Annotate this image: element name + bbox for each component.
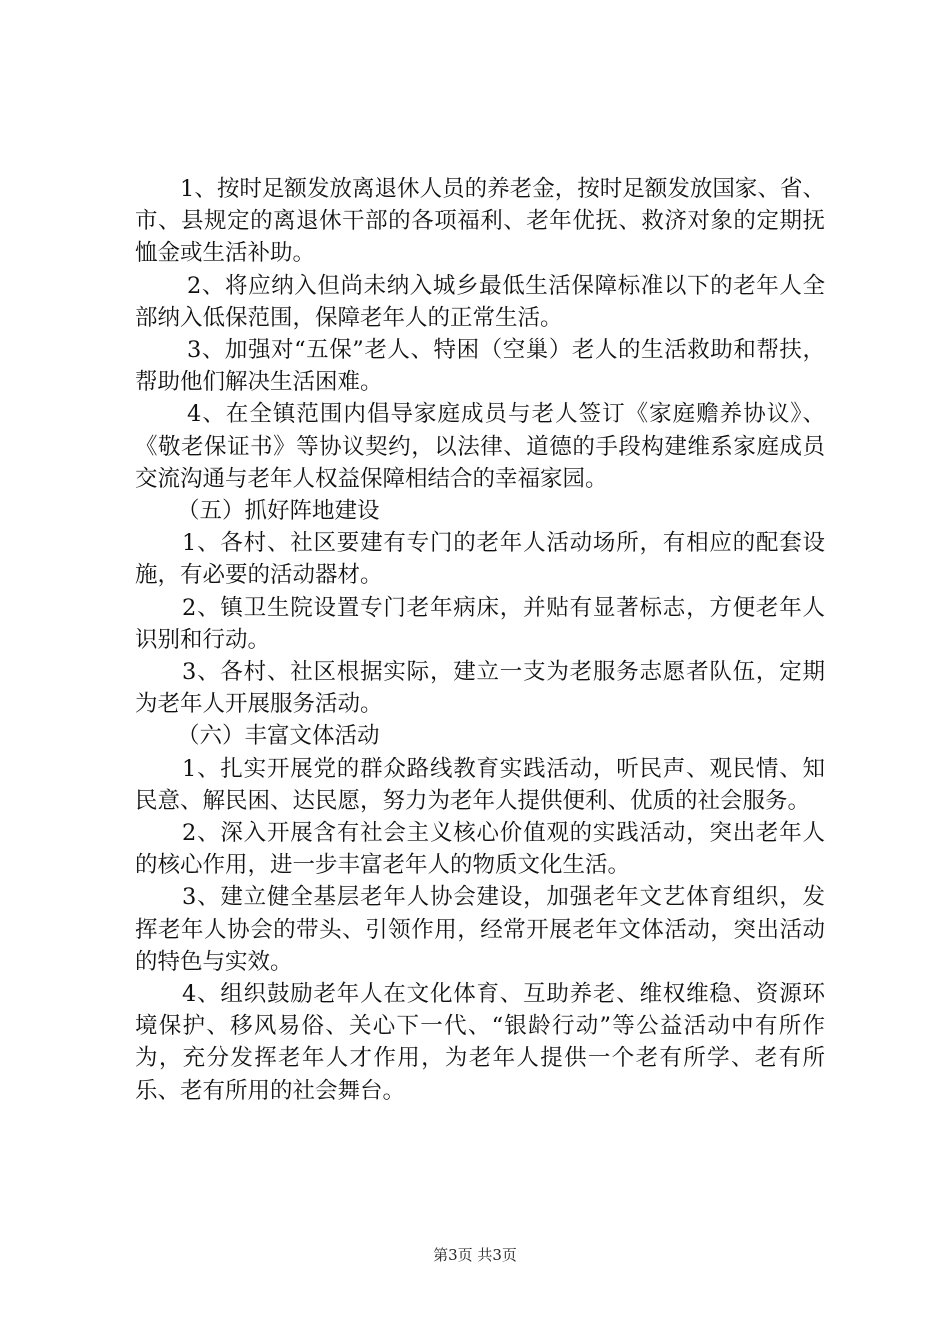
section-heading-5: （五）抓好阵地建设 [177,498,380,525]
paragraph-volunteers: 3、各村、社区根据实际，建立一支为老服务志愿者队伍，定期为老年人开展服务活动。 [135,659,825,718]
paragraph-public-welfare: 4、组织鼓励老年人在文化体育、互助养老、维权维稳、资源环境保护、移风易俗、关心下一代、“银龄行动”等公益活动中有所作为，充分发挥老年人才作用，为老年人提供一个老有所学、老有所乐、老有所用的社会舞台。 [135,981,825,1104]
section-heading-6: （六）丰富文体活动 [177,723,380,750]
paragraph-core-values: 2、深入开展含有社会主义核心价值观的实践活动，突出老年人的核心作用，进一步丰富老年人的物质文化生活。 [135,820,825,879]
paragraph-activity-venues: 1、各村、社区要建有专门的老年人活动场所，有相应的配套设施，有必要的活动器材。 [135,530,825,589]
page-number-footer: 第3页 共3页 [433,1246,517,1264]
paragraph-mass-line: 1、扎实开展党的群众路线教育实践活动，听民声、观民情、知民意、解民困、达民愿，努力为老年人提供便利、优质的社会服务。 [135,755,825,814]
document-body [135,173,825,1107]
paragraph-minimum-living: 2、将应纳入但尚未纳入城乡最低生活保障标准以下的老年人全部纳入低保范围，保障老年人的正常生活。 [135,272,825,331]
paragraph-hospital-beds: 2、镇卫生院设置专门老年病床，并贴有显著标志，方便老年人识别和行动。 [135,594,825,653]
paragraph-five-guarantees: 3、加强对“五保”老人、特困（空巢）老人的生活救助和帮扶，帮助他们解决生活困难。 [135,337,825,396]
paragraph-pension: 1、按时足额发放离退休人员的养老金，按时足额发放国家、省、市、县规定的离退休干部的各项福利、老年优抚、救济对象的定期抚恤金或生活补助。 [135,176,825,267]
paragraph-family-agreement: 4、在全镇范围内倡导家庭成员与老人签订《家庭赡养协议》、《敬老保证书》等协议契约，以法律、道德的手段构建维系家庭成员交流沟通与老年人权益保障相结合的幸福家园。 [135,401,825,492]
paragraph-associations: 3、建立健全基层老年人协会建设，加强老年文艺体育组织，发挥老年人协会的带头、引领作用，经常开展老年文体活动，突出活动的特色与实效。 [135,884,825,975]
